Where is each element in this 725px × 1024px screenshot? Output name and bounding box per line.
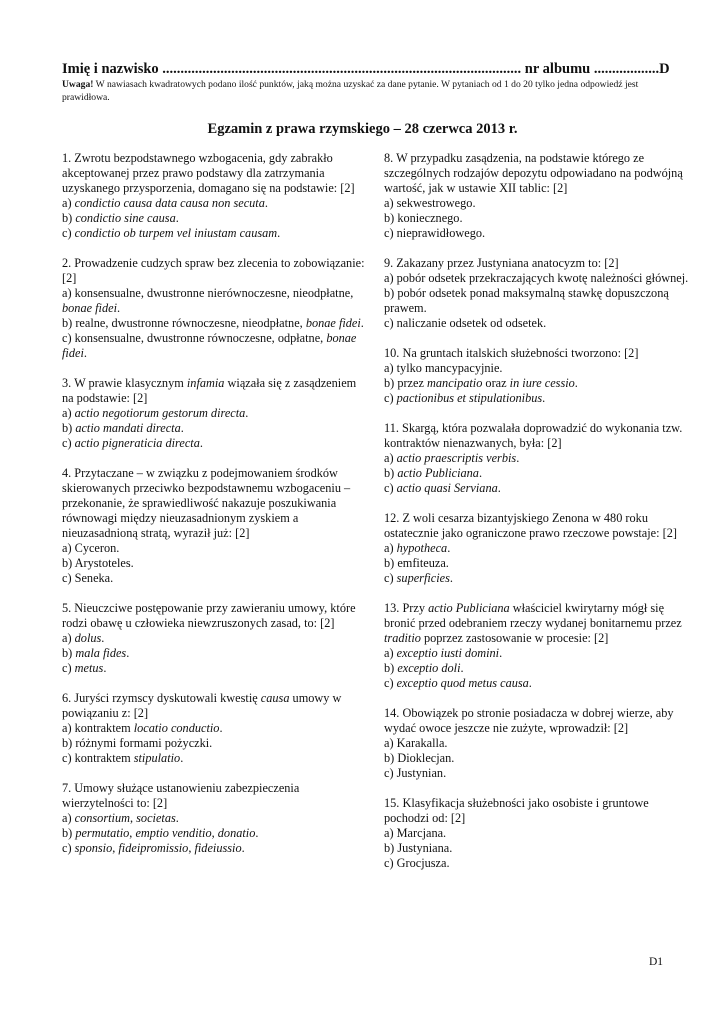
question-1	[62, 151, 368, 241]
answer-option-a: a) consortium, societas.	[62, 811, 179, 825]
answer-option-a: a) kontraktem locatio conductio.	[62, 721, 223, 735]
right-column	[384, 151, 690, 886]
exam-header	[62, 60, 670, 104]
answer-option-a: a) exceptio iusti domini.	[384, 646, 503, 660]
answer-option-b: b) przez mancipatio oraz in iure cessio.	[384, 376, 578, 390]
question-2	[62, 256, 368, 361]
answer-option-b: b) mala fides.	[62, 646, 130, 660]
answer-option-b: b) Dioklecjan.	[384, 751, 455, 765]
question-text: 9. Zakazany przez Justyniana anatocyzm to: [2]	[384, 256, 619, 270]
question-10	[384, 346, 690, 406]
question-8	[384, 151, 690, 241]
question-13	[384, 601, 690, 691]
answer-option-b: b) emfiteuza.	[384, 556, 449, 570]
exam-title: Egzamin z prawa rzymskiego – 28 czerwca 2013 r.	[207, 121, 518, 137]
question-5	[62, 601, 368, 676]
question-3	[62, 376, 368, 451]
answer-option-a: a) actio negotiorum gestorum directa.	[62, 406, 249, 420]
answer-option-c: c) pactionibus et stipulationibus.	[384, 391, 546, 405]
instructions-note	[62, 79, 652, 104]
note-warning: Uwaga!	[62, 79, 94, 90]
answer-option-a: a) actio praescriptis verbis.	[384, 451, 520, 465]
answer-option-c: c) exceptio quod metus causa.	[384, 676, 532, 690]
answer-option-a: a) condictio causa data causa non secuta.	[62, 196, 268, 210]
answer-option-c: c) sponsio, fideipromissio, fideiussio.	[62, 841, 245, 855]
question-text: 14. Obowiązek po stronie posiadacza w dobrej wierze, aby wydać owoce jeszcze nie zużyte, wprowadził: [2]	[384, 706, 674, 735]
question-text: 6. Juryści rzymscy dyskutowali kwestię causa umowy w powiązaniu z: [2]	[62, 691, 342, 720]
answer-option-b: b) realne, dwustronne równoczesne, nieodpłatne, bonae fidei.	[62, 316, 364, 330]
answer-option-c: c) metus.	[62, 661, 107, 675]
left-column	[62, 151, 368, 871]
question-text: 13. Przy actio Publiciana właściciel kwirytarny mógł się bronić przed odebraniem rzeczy wydanej bonitarnemu przez traditio poprzez zastosowanie w procesie: [2]	[384, 601, 682, 645]
answer-option-a: a) konsensualne, dwustronne nierównoczesne, nieodpłatne, bonae fidei.	[62, 286, 354, 315]
answer-option-c: c) actio pigneraticia directa.	[62, 436, 203, 450]
question-text: 1. Zwrotu bezpodstawnego wzbogacenia, gdy zabrakło akceptowanej przez prawo podstawy dla zatrzymania uzyskanego przysporzenia, domagano się na podstawie: [2]	[62, 151, 355, 195]
question-6	[62, 691, 368, 766]
answer-option-a: a) tylko mancypacyjnie.	[384, 361, 503, 375]
question-text: 15. Klasyfikacja służebności jako osobiste i gruntowe pochodzi od: [2]	[384, 796, 649, 825]
question-text: 2. Prowadzenie cudzych spraw bez zlecenia to zobowiązanie: [2]	[62, 256, 365, 285]
answer-option-a: a) Karakalla.	[384, 736, 448, 750]
question-text: 8. W przypadku zasądzenia, na podstawie którego ze szczególnych rodzajów depozytu odpowiadano na podwójną wartość, jak w ustawie XII tablic: [2]	[384, 151, 683, 195]
answer-option-b: b) exceptio doli.	[384, 661, 464, 675]
answer-option-c: c) kontraktem stipulatio.	[62, 751, 184, 765]
answer-option-a: a) pobór odsetek przekraczających kwotę należności głównej.	[384, 271, 689, 285]
answer-option-b: b) Arystoteles.	[62, 556, 134, 570]
question-text: 12. Z woli cesarza bizantyjskiego Zenona w 480 roku ostatecznie jako ograniczone prawo rzeczowe powstaje: [2]	[384, 511, 677, 540]
answer-option-b: b) Justyniana.	[384, 841, 453, 855]
answer-option-b: b) pobór odsetek ponad maksymalną stawkę dopuszczoną prawem.	[384, 286, 669, 315]
page-number: D1	[648, 956, 663, 968]
answer-option-c: c) naliczanie odsetek od odsetek.	[384, 316, 547, 330]
question-text: 7. Umowy służące ustanowieniu zabezpieczenia wierzytelności to: [2]	[62, 781, 300, 810]
note-text: W nawiasach kwadratowych podano ilość punktów, jaką można uzyskać za dane pytanie. W pytaniach od 1 do 20 tylko jedna odpowiedź jest prawidłowa.	[62, 79, 639, 103]
answer-option-a: a) dolus.	[62, 631, 105, 645]
answer-option-a: a) hypotheca.	[384, 541, 451, 555]
answer-option-b: b) różnymi formami pożyczki.	[62, 736, 213, 750]
question-9	[384, 256, 690, 331]
answer-option-c: c) Seneka.	[62, 571, 114, 585]
answer-option-b: b) actio Publiciana.	[384, 466, 483, 480]
question-14	[384, 706, 690, 781]
name-album-line: Imię i nazwisko ................................................................................................... nr albumu ..................D	[62, 61, 670, 77]
answer-option-c: c) actio quasi Serviana.	[384, 481, 501, 495]
question-11	[384, 421, 690, 496]
answer-option-c: c) condictio ob turpem vel iniustam causam.	[62, 226, 281, 240]
answer-option-c: c) superficies.	[384, 571, 453, 585]
question-12	[384, 511, 690, 586]
question-text: 3. W prawie klasycznym infamia wiązała się z zasądzeniem na podstawie: [2]	[62, 376, 357, 405]
answer-option-b: b) condictio sine causa.	[62, 211, 179, 225]
question-4	[62, 466, 368, 586]
question-15	[384, 796, 690, 871]
answer-option-a: a) Marcjana.	[384, 826, 447, 840]
question-text: 10. Na gruntach italskich służebności tworzono: [2]	[384, 346, 639, 360]
question-7	[62, 781, 368, 856]
question-text: 5. Nieuczciwe postępowanie przy zawieraniu umowy, które rodzi obawę u człowieka niewzruszonych zasad, to: [2]	[62, 601, 356, 630]
answer-option-b: b) permutatio, emptio venditio, donatio.	[62, 826, 259, 840]
answer-option-b: b) actio mandati directa.	[62, 421, 184, 435]
answer-option-c: c) Grocjusza.	[384, 856, 450, 870]
question-text: 11. Skargą, która pozwalała doprowadzić do wykonania tzw. kontraktów nienazwanych, była: [2]	[384, 421, 683, 450]
answer-option-c: c) konsensualne, dwustronne równoczesne, odpłatne, bonae fidei.	[62, 331, 357, 360]
answer-option-a: a) sekwestrowego.	[384, 196, 476, 210]
answer-option-b: b) koniecznego.	[384, 211, 463, 225]
question-text: 4. Przytaczane – w związku z podejmowaniem środków skierowanych przeciwko bezpodstawnemu wzbogaceniu – przekonanie, że sprawiedliwość nakazuje poszukiwania równowagi między nieuzasadnionym zyskiem a nieuzasadnioną stratą, wyraził już: [2]	[62, 466, 351, 540]
answer-option-a: a) Cyceron.	[62, 541, 120, 555]
answer-option-c: c) nieprawidłowego.	[384, 226, 486, 240]
answer-option-c: c) Justynian.	[384, 766, 447, 780]
